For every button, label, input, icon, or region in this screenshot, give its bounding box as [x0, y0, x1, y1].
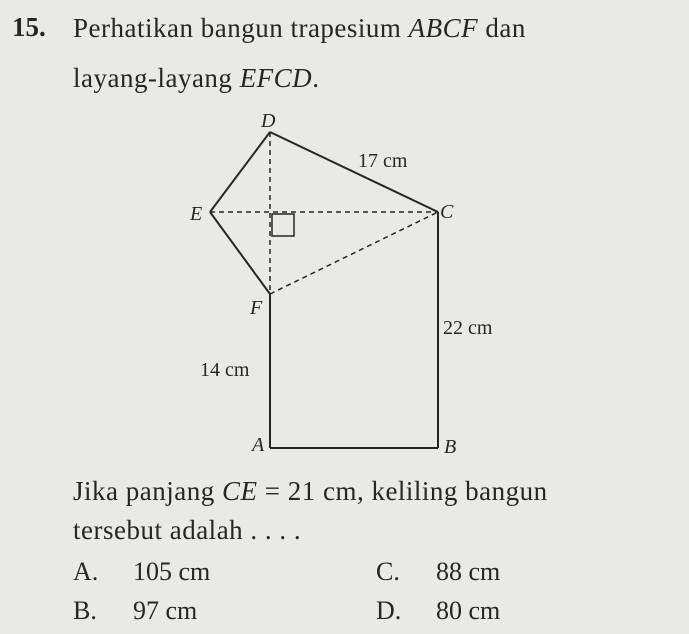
kite-name: EFCD — [239, 63, 313, 93]
label-f: F — [250, 297, 263, 319]
option-c: C. 88 cm — [376, 557, 501, 586]
length-af: 14 cm — [200, 359, 250, 381]
side-ef — [210, 212, 270, 294]
question-line-1: Perhatikan bangun trapesium ABCF dan — [73, 13, 526, 43]
length-dc: 17 cm — [358, 150, 408, 172]
question-line-2: layang-layang EFCD. — [73, 63, 320, 93]
option-a: A. 105 cm — [73, 557, 211, 586]
segment-fc — [270, 212, 438, 294]
right-angle-marker — [272, 214, 294, 236]
option-b: B. 97 cm — [73, 596, 198, 625]
label-b: B — [444, 436, 457, 458]
side-de — [210, 132, 270, 212]
label-d: D — [261, 110, 276, 132]
label-a: A — [252, 434, 265, 456]
question-line-3: Jika panjang CE = 21 cm, keliling bangun — [73, 476, 548, 506]
question-line-4: tersebut adalah . . . . — [73, 515, 302, 545]
option-d: D. 80 cm — [376, 596, 501, 625]
label-c: C — [440, 201, 454, 223]
segment-ce: CE — [221, 476, 258, 506]
question-number: 15. — [12, 12, 46, 42]
trapezoid-name: ABCF — [408, 13, 479, 43]
label-e: E — [190, 203, 203, 225]
length-bc: 22 cm — [443, 317, 493, 339]
side-dc — [270, 132, 438, 212]
